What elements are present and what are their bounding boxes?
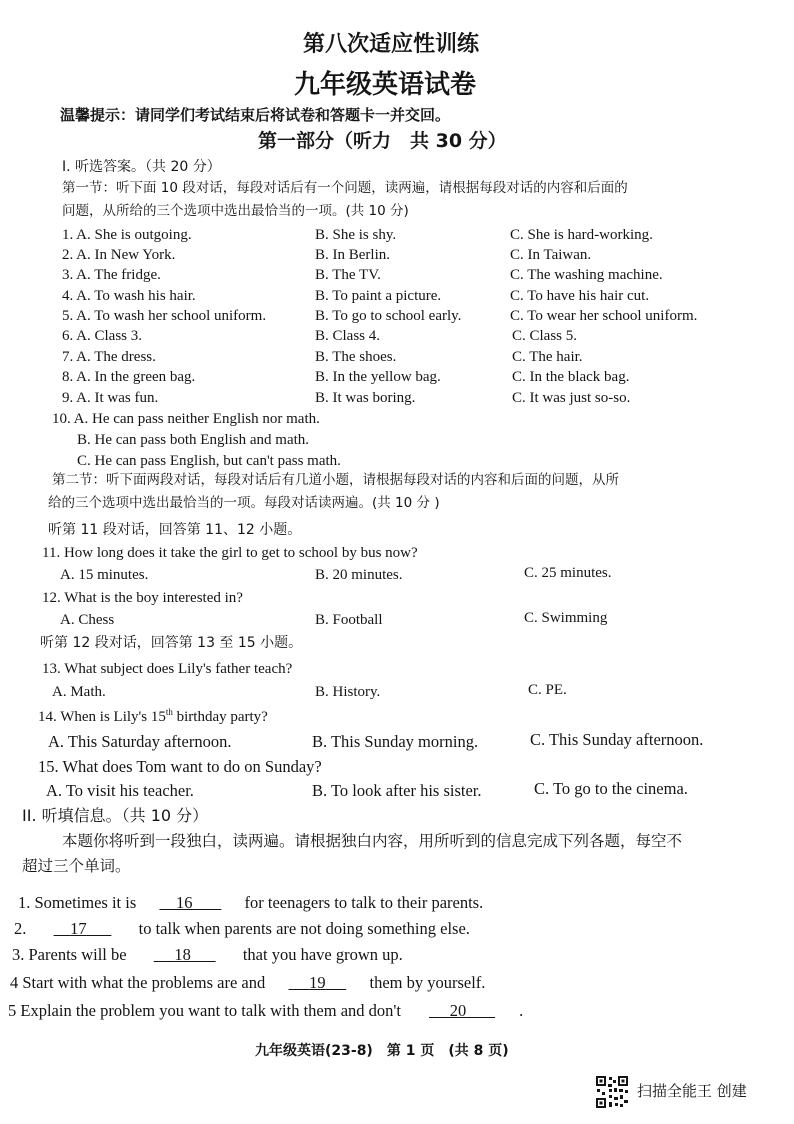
question-14-text: 14. When is Lily's 15th birthday party? — [38, 707, 268, 725]
question-6-option-c: C. Class 5. — [512, 328, 578, 344]
question-11-option-b: B. 20 minutes. — [315, 567, 403, 583]
question-5-option-c: C. To wear her school uniform. — [510, 308, 698, 324]
question-5-option-b: B. To go to school early. — [315, 308, 462, 324]
question-1-option-c: C. She is hard-working. — [510, 227, 653, 243]
question-7-option-a: 7. A. The dress. — [62, 349, 156, 365]
section-one-part2-instruction-line1: 第二节：听下面两段对话，每段对话后有几道小题，请根据每段对话的内容和后面的问题，从所 — [52, 472, 619, 488]
question-15-option-a: A. To visit his teacher. — [46, 781, 194, 800]
question-2-option-b: B. In Berlin. — [315, 247, 390, 263]
exam-session-title: 第八次适应性训练 — [303, 32, 480, 57]
section-one-heading: I. 听选答案。（共 20 分） — [62, 159, 221, 175]
question-14-option-b: B. This Sunday morning. — [312, 732, 479, 751]
question-14-option-a: A. This Saturday afternoon. — [48, 732, 232, 751]
question-11-option-c: C. 25 minutes. — [524, 565, 612, 581]
question-2-option-a: 2. A. In New York. — [62, 247, 176, 263]
question-8-option-a: 8. A. In the green bag. — [62, 369, 196, 385]
blank-item-17: 2. 17 to talk when parents are not doing something else. — [14, 919, 470, 938]
question-8-option-b: B. In the yellow bag. — [315, 369, 441, 385]
section-one-part2-instruction-line2: 给的三个选项中选出最恰当的一项。每段对话读两遍。(共 10 分 ) — [48, 495, 440, 511]
question-3-option-b: B. The TV. — [315, 267, 381, 283]
question-15-text: 15. What does Tom want to do on Sunday? — [38, 757, 322, 776]
section-two-heading: II. 听填信息。（共 10 分） — [22, 806, 209, 825]
question-4-option-a: 4. A. To wash his hair. — [62, 288, 196, 304]
blank-item-20: 5 Explain the problem you want to talk with them and don't 20 . — [8, 1001, 524, 1020]
question-10-option-b: B. He can pass both English and math. — [77, 432, 310, 448]
section-two-instruction-line2: 超过三个单词。 — [22, 857, 131, 875]
question-9-option-b: B. It was boring. — [315, 390, 416, 406]
qr-code-icon — [595, 1075, 629, 1109]
question-11-option-a: A. 15 minutes. — [60, 567, 149, 583]
answer-blank-20[interactable]: 20 — [449, 1001, 467, 1020]
section-one-instruction-line2: 问题，从所给的三个选项中选出最恰当的一项。(共 10 分) — [62, 203, 409, 219]
part-one-title: 第一部分（听力 共 30 分） — [258, 130, 507, 152]
dialogue-12-instruction: 听第 12 段对话，回答第 13 至 15 小题。 — [40, 635, 303, 651]
question-7-option-c: C. The hair. — [512, 349, 583, 365]
scanner-watermark: 扫描全能王 创建 — [637, 1082, 747, 1100]
question-13-option-b: B. History. — [315, 684, 381, 700]
page-footer: 九年级英语(23-8) 第 1 页 (共 8 页) — [255, 1043, 509, 1059]
question-12-option-a: A. Chess — [60, 612, 115, 628]
question-1-option-b: B. She is shy. — [315, 227, 397, 243]
question-8-option-c: C. In the black bag. — [512, 369, 630, 385]
question-14-option-c: C. This Sunday afternoon. — [530, 730, 704, 749]
notice-text: 温馨提示：请同学们考试结束后将试卷和答题卡一并交回。 — [60, 106, 451, 124]
question-3-option-a: 3. A. The fridge. — [62, 267, 161, 283]
question-13-option-a: A. Math. — [52, 684, 106, 700]
question-6-option-b: B. Class 4. — [315, 328, 381, 344]
section-two-instruction-line1: 本题你将听到一段独白，读两遍。请根据独白内容，用所听到的信息完成下列各题，每空不 — [62, 832, 683, 850]
question-9-option-a: 9. A. It was fun. — [62, 390, 159, 406]
question-6-option-a: 6. A. Class 3. — [62, 328, 143, 344]
question-7-option-b: B. The shoes. — [315, 349, 397, 365]
blank-item-19: 4 Start with what the problems are and 19 them by yourself. — [10, 973, 486, 992]
answer-blank-17[interactable]: 17 — [70, 919, 87, 938]
question-13-text: 13. What subject does Lily's father teach? — [42, 661, 293, 677]
dialogue-11-instruction: 听第 11 段对话，回答第 11、12 小题。 — [48, 522, 302, 538]
question-12-option-b: B. Football — [315, 612, 383, 628]
question-2-option-c: C. In Taiwan. — [510, 247, 592, 263]
question-12-option-c: C. Swimming — [524, 610, 608, 626]
question-4-option-c: C. To have his hair cut. — [510, 288, 650, 304]
question-15-option-b: B. To look after his sister. — [312, 781, 482, 800]
question-15-option-c: C. To go to the cinema. — [534, 779, 688, 798]
answer-blank-16[interactable]: 16 — [175, 893, 193, 912]
answer-blank-18[interactable]: 18 — [174, 945, 191, 964]
question-1-option-a: 1. A. She is outgoing. — [62, 227, 192, 243]
question-3-option-c: C. The washing machine. — [510, 267, 663, 283]
question-9-option-c: C. It was just so-so. — [512, 390, 631, 406]
question-12-text: 12. What is the boy interested in? — [42, 590, 243, 606]
section-one-instruction-line1: 第一节：听下面 10 段对话，每段对话后有一个问题，读两遍，请根据每段对话的内容和后面的 — [62, 180, 628, 196]
answer-blank-19[interactable]: 19 — [309, 973, 326, 992]
question-5-option-a: 5. A. To wash her school uniform. — [62, 308, 267, 324]
exam-paper-title: 九年级英语试卷 — [294, 70, 477, 100]
question-10-option-c: C. He can pass English, but can't pass math. — [77, 453, 341, 469]
question-4-option-b: B. To paint a picture. — [315, 288, 442, 304]
question-10-option-a: 10. A. He can pass neither English nor math. — [52, 411, 320, 427]
question-13-option-c: C. PE. — [528, 682, 567, 698]
blank-item-18: 3. Parents will be 18 that you have grown up. — [12, 945, 403, 964]
question-11-text: 11. How long does it take the girl to get to school by bus now? — [42, 545, 418, 561]
blank-item-16: 1. Sometimes it is 16 for teenagers to talk to their parents. — [18, 893, 484, 912]
